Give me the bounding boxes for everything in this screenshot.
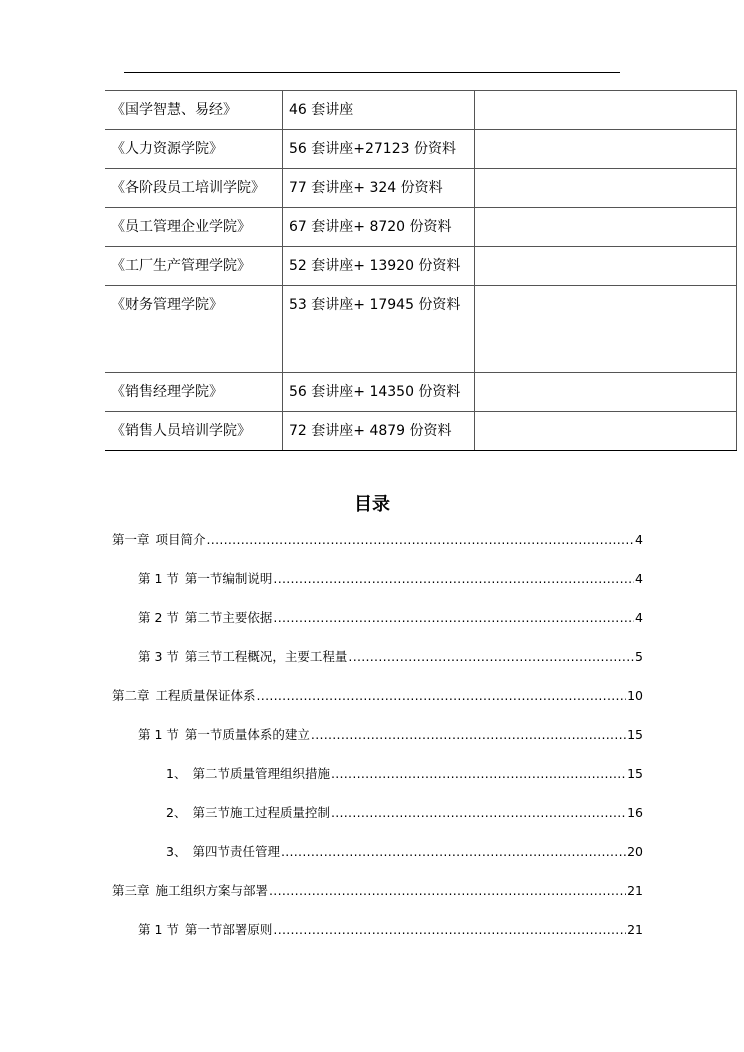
table-cell-content: 77 套讲座+ 324 份资料	[283, 169, 475, 208]
table-cell-name: 《各阶段员工培训学院》	[105, 169, 283, 208]
table-cell-name: 《销售人员培训学院》	[105, 412, 283, 451]
toc-entry-text: 施工组织方案与部署	[155, 883, 269, 898]
toc-entry-number: 第 1 节	[138, 727, 179, 742]
toc-entry-page: 10	[627, 688, 643, 703]
toc-entry-text: 第四节责任管理	[192, 844, 280, 859]
table-cell-name: 《国学智慧、易经》	[105, 91, 283, 130]
toc-entry[interactable]	[138, 571, 643, 587]
table-cell-content: 53 套讲座+ 17945 份资料	[283, 286, 475, 373]
toc-leader-dots	[257, 688, 627, 704]
toc-entry-text: 第一节部署原则	[184, 922, 273, 937]
toc-leader-dots	[311, 727, 626, 743]
table-cell-name: 《员工管理企业学院》	[105, 208, 283, 247]
toc-entry[interactable]	[138, 649, 643, 665]
toc-entry-number: 第二章	[112, 688, 150, 703]
table-cell-name: 《销售经理学院》	[105, 373, 283, 412]
toc-entry-page: 21	[627, 883, 643, 898]
toc-entry-number: 第一章	[112, 532, 150, 547]
toc-entry-number: 第 1 节	[138, 922, 179, 937]
toc-entry-page: 4	[635, 532, 643, 547]
toc-entry[interactable]	[112, 532, 643, 548]
toc-leader-dots	[331, 766, 626, 782]
toc-entry[interactable]	[138, 922, 643, 938]
toc-entry-text: 第三节工程概况，主要工程量	[184, 649, 348, 664]
toc-entry[interactable]	[166, 844, 643, 860]
table-cell-name: 《财务管理学院》	[105, 286, 283, 373]
toc-leader-dots	[281, 844, 626, 860]
toc-entry[interactable]	[112, 883, 643, 899]
toc-entry-page: 16	[627, 805, 643, 820]
toc-entry[interactable]	[138, 610, 643, 626]
toc-entry-number: 第三章	[112, 883, 150, 898]
toc-leader-dots	[273, 610, 634, 626]
toc-leader-dots	[273, 922, 626, 938]
toc-entry[interactable]	[112, 688, 643, 704]
table-cell-content: 72 套讲座+ 4879 份资料	[283, 412, 475, 451]
toc-entry-text: 第三节施工过程质量控制	[192, 805, 330, 820]
toc-entry-text: 第二节质量管理组织措施	[192, 766, 330, 781]
toc-leader-dots	[207, 532, 635, 548]
toc-entry[interactable]	[166, 766, 643, 782]
table-cell-content: 67 套讲座+ 8720 份资料	[283, 208, 475, 247]
toc-entry-number: 1、	[166, 766, 187, 781]
table-cell-content: 52 套讲座+ 13920 份资料	[283, 247, 475, 286]
toc-entry-text: 项目简介	[155, 532, 206, 547]
toc-leader-dots	[331, 805, 626, 821]
toc-entry-number: 2、	[166, 805, 187, 820]
toc-entry-text: 第一节编制说明	[184, 571, 273, 586]
toc-entry-number: 第 2 节	[138, 610, 179, 625]
table-cell-content: 56 套讲座+27123 份资料	[283, 130, 475, 169]
table-cell-content: 56 套讲座+ 14350 份资料	[283, 373, 475, 412]
toc-entry-number: 第 1 节	[138, 571, 179, 586]
toc-leader-dots	[273, 571, 634, 587]
toc-entry-page: 15	[627, 727, 643, 742]
toc-title: 目录	[354, 494, 390, 515]
toc-entry-page: 21	[627, 922, 643, 937]
toc-entry[interactable]	[138, 727, 643, 743]
toc-leader-dots	[269, 883, 626, 899]
toc-entry-number: 3、	[166, 844, 187, 859]
table-cell-name: 《人力资源学院》	[105, 130, 283, 169]
toc-entry-page: 15	[627, 766, 643, 781]
toc-entry-text: 第二节主要依据	[184, 610, 273, 625]
toc-entry-page: 5	[635, 649, 643, 664]
toc-entry-text: 工程质量保证体系	[155, 688, 256, 703]
toc-entry-page: 20	[627, 844, 643, 859]
toc-entry-text: 第一节质量体系的建立	[184, 727, 310, 742]
toc-entry-page: 4	[635, 610, 643, 625]
table-cell-content: 46 套讲座	[283, 91, 475, 130]
toc-entry-page: 4	[635, 571, 643, 586]
toc-entry-number: 第 3 节	[138, 649, 179, 664]
toc-entry[interactable]	[166, 805, 643, 821]
table-cell-name: 《工厂生产管理学院》	[105, 247, 283, 286]
toc-leader-dots	[348, 649, 634, 665]
